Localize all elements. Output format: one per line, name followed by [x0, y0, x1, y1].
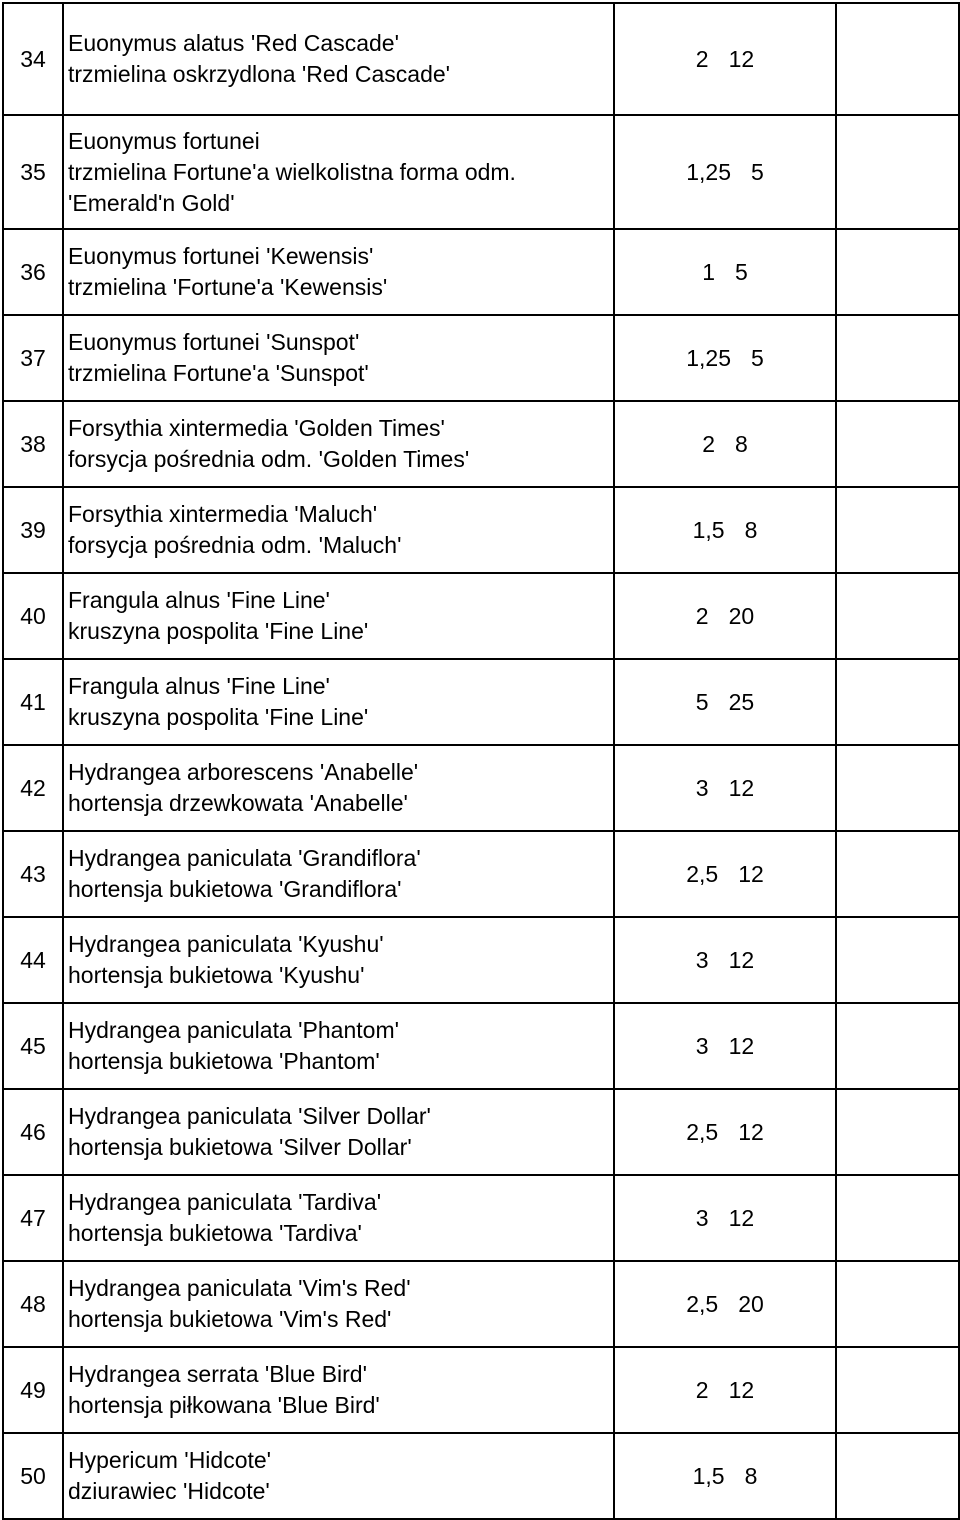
- empty-cell: [836, 1089, 959, 1175]
- plant-name-latin: Hypericum 'Hidcote': [68, 1447, 272, 1473]
- value-a: 2: [695, 45, 709, 72]
- plant-name-latin: Hydrangea paniculata 'Grandiflora': [68, 845, 421, 871]
- plant-name-polish: forsycja pośrednia odm. 'Golden Times': [68, 446, 470, 472]
- plant-name-polish: trzmielina 'Fortune'a 'Kewensis': [68, 274, 388, 300]
- row-number: 45: [3, 1003, 63, 1089]
- plant-name-cell: [63, 745, 614, 831]
- plant-name-latin: Hydrangea paniculata 'Phantom': [68, 1017, 399, 1043]
- values-cell: [614, 1347, 836, 1433]
- value-b: 8: [735, 430, 748, 457]
- row-number: 41: [3, 659, 63, 745]
- row-number: 49: [3, 1347, 63, 1433]
- table-row: [3, 115, 959, 229]
- empty-cell: [836, 745, 959, 831]
- values-cell: [614, 1261, 836, 1347]
- table-row: [3, 1347, 959, 1433]
- table-row: [3, 831, 959, 917]
- plant-name-cell: [63, 831, 614, 917]
- row-number: 50: [3, 1433, 63, 1519]
- value-b: 12: [728, 1376, 755, 1403]
- table-row: [3, 315, 959, 401]
- row-number: 44: [3, 917, 63, 1003]
- values-cell: [614, 1089, 836, 1175]
- row-number: 39: [3, 487, 63, 573]
- table-row: [3, 1089, 959, 1175]
- values-cell: [614, 115, 836, 229]
- plant-name-latin: Forsythia xintermedia 'Golden Times': [68, 415, 445, 441]
- plant-name-cell: [63, 917, 614, 1003]
- row-number: 34: [3, 3, 63, 115]
- empty-cell: [836, 1433, 959, 1519]
- plant-name-latin: Frangula alnus 'Fine Line': [68, 673, 330, 699]
- plant-name-latin: Hydrangea paniculata 'Kyushu': [68, 931, 384, 957]
- plant-name-cell: [63, 659, 614, 745]
- value-a: 3: [695, 1032, 709, 1059]
- table-row: [3, 1003, 959, 1089]
- row-number: 38: [3, 401, 63, 487]
- plant-name-polish: trzmielina oskrzydlona 'Red Cascade': [68, 61, 451, 87]
- plant-name-polish: forsycja pośrednia odm. 'Maluch': [68, 532, 402, 558]
- row-number: 37: [3, 315, 63, 401]
- table-row: [3, 229, 959, 315]
- value-a: 3: [695, 1204, 709, 1231]
- row-number: 43: [3, 831, 63, 917]
- value-a: 2,5: [686, 860, 719, 887]
- plant-name-polish: hortensja bukietowa 'Silver Dollar': [68, 1134, 412, 1160]
- value-a: 2,5: [686, 1290, 719, 1317]
- empty-cell: [836, 3, 959, 115]
- plant-name-polish: hortensja bukietowa 'Vim's Red': [68, 1306, 392, 1332]
- plant-name-polish: hortensja piłkowana 'Blue Bird': [68, 1392, 380, 1418]
- table-row: [3, 573, 959, 659]
- value-b: 8: [744, 1462, 758, 1489]
- row-number: 35: [3, 115, 63, 229]
- plant-name-cell: [63, 573, 614, 659]
- plant-name-cell: [63, 315, 614, 401]
- plant-name-cell: [63, 401, 614, 487]
- plant-name-latin: Euonymus fortunei 'Kewensis': [68, 243, 374, 269]
- plant-name-cell: [63, 1261, 614, 1347]
- value-b: 5: [750, 158, 764, 185]
- plant-name-cell: [63, 1175, 614, 1261]
- empty-cell: [836, 115, 959, 229]
- plant-name-polish: kruszyna pospolita 'Fine Line': [68, 618, 369, 644]
- value-b: 12: [728, 1032, 755, 1059]
- empty-cell: [836, 1347, 959, 1433]
- plant-name-latin: Hydrangea paniculata 'Tardiva': [68, 1189, 382, 1215]
- empty-cell: [836, 487, 959, 573]
- plant-name-cell: [63, 1433, 614, 1519]
- row-number: 40: [3, 573, 63, 659]
- plant-name-latin: Frangula alnus 'Fine Line': [68, 587, 330, 613]
- table-row: [3, 1175, 959, 1261]
- plant-name-latin: Euonymus fortunei: [68, 127, 260, 154]
- value-a: 1,25: [686, 344, 731, 371]
- empty-cell: [836, 1175, 959, 1261]
- table-row: [3, 3, 959, 115]
- table-row: [3, 745, 959, 831]
- values-cell: [614, 1433, 836, 1519]
- value-b: 20: [738, 1290, 764, 1317]
- plant-name-polish: hortensja bukietowa 'Phantom': [68, 1048, 380, 1074]
- value-b: 25: [728, 688, 755, 715]
- row-number: 36: [3, 229, 63, 315]
- value-b: 12: [728, 946, 755, 973]
- row-number: 47: [3, 1175, 63, 1261]
- plant-name-polish: hortensja bukietowa 'Grandiflora': [68, 876, 402, 902]
- value-b: 8: [744, 516, 758, 543]
- value-a: 1,5: [692, 1462, 725, 1489]
- values-cell: [614, 917, 836, 1003]
- plant-name-polish: dziurawiec 'Hidcote': [68, 1478, 270, 1504]
- empty-cell: [836, 315, 959, 401]
- plant-name-polish: hortensja bukietowa 'Tardiva': [68, 1220, 362, 1246]
- empty-cell: [836, 1261, 959, 1347]
- table-row: [3, 487, 959, 573]
- plant-name-cell: [63, 1089, 614, 1175]
- values-cell: [614, 831, 836, 917]
- table-row: [3, 917, 959, 1003]
- empty-cell: [836, 401, 959, 487]
- value-a: 3: [695, 946, 709, 973]
- value-b: 12: [728, 45, 755, 72]
- value-a: 1: [702, 258, 715, 285]
- values-cell: [614, 573, 836, 659]
- plant-name-polish: hortensja drzewkowata 'Anabelle': [68, 790, 408, 816]
- plant-name-latin: Hydrangea paniculata 'Vim's Red': [68, 1275, 411, 1301]
- plant-name-extra: 'Emerald'n Gold': [68, 189, 235, 216]
- plant-name-polish: trzmielina Fortune'a wielkolistna forma odm.: [68, 158, 516, 185]
- value-a: 1,5: [692, 516, 725, 543]
- value-b: 5: [750, 344, 764, 371]
- plant-name-cell: [63, 115, 614, 229]
- table-row: [3, 1433, 959, 1519]
- values-cell: [614, 3, 836, 115]
- value-a: 5: [695, 688, 709, 715]
- plant-name-cell: [63, 1347, 614, 1433]
- row-number: 46: [3, 1089, 63, 1175]
- values-cell: [614, 745, 836, 831]
- values-cell: [614, 659, 836, 745]
- table-row: [3, 659, 959, 745]
- empty-cell: [836, 831, 959, 917]
- plant-table-body: [3, 3, 959, 1519]
- value-b: 12: [738, 1118, 764, 1145]
- value-b: 12: [728, 1204, 755, 1231]
- value-a: 2: [695, 602, 709, 629]
- value-b: 12: [738, 860, 764, 887]
- value-a: 2: [695, 1376, 709, 1403]
- values-cell: [614, 401, 836, 487]
- table-row: [3, 401, 959, 487]
- plant-name-latin: Euonymus alatus 'Red Cascade': [68, 30, 399, 56]
- table-row: [3, 1261, 959, 1347]
- empty-cell: [836, 917, 959, 1003]
- row-number: 42: [3, 745, 63, 831]
- values-cell: [614, 315, 836, 401]
- values-cell: [614, 487, 836, 573]
- value-a: 3: [695, 774, 709, 801]
- plant-name-polish: hortensja bukietowa 'Kyushu': [68, 962, 365, 988]
- plant-name-cell: [63, 3, 614, 115]
- plant-name-cell: [63, 1003, 614, 1089]
- plant-name-cell: [63, 487, 614, 573]
- values-cell: [614, 229, 836, 315]
- value-a: 2,5: [686, 1118, 719, 1145]
- value-b: 5: [735, 258, 748, 285]
- empty-cell: [836, 659, 959, 745]
- empty-cell: [836, 1003, 959, 1089]
- plant-name-cell: [63, 229, 614, 315]
- plant-name-latin: Hydrangea arborescens 'Anabelle': [68, 759, 419, 785]
- plant-name-latin: Euonymus fortunei 'Sunspot': [68, 329, 360, 355]
- plant-name-polish: trzmielina Fortune'a 'Sunspot': [68, 360, 369, 386]
- plant-name-latin: Hydrangea serrata 'Blue Bird': [68, 1361, 367, 1387]
- row-number: 48: [3, 1261, 63, 1347]
- plant-name-latin: Forsythia xintermedia 'Maluch': [68, 501, 378, 527]
- values-cell: [614, 1175, 836, 1261]
- plant-table: [2, 2, 960, 1520]
- plant-name-polish: kruszyna pospolita 'Fine Line': [68, 704, 369, 730]
- empty-cell: [836, 573, 959, 659]
- value-b: 20: [728, 602, 755, 629]
- value-a: 1,25: [686, 158, 731, 185]
- value-a: 2: [702, 430, 715, 457]
- empty-cell: [836, 229, 959, 315]
- plant-name-latin: Hydrangea paniculata 'Silver Dollar': [68, 1103, 431, 1129]
- values-cell: [614, 1003, 836, 1089]
- value-b: 12: [728, 774, 755, 801]
